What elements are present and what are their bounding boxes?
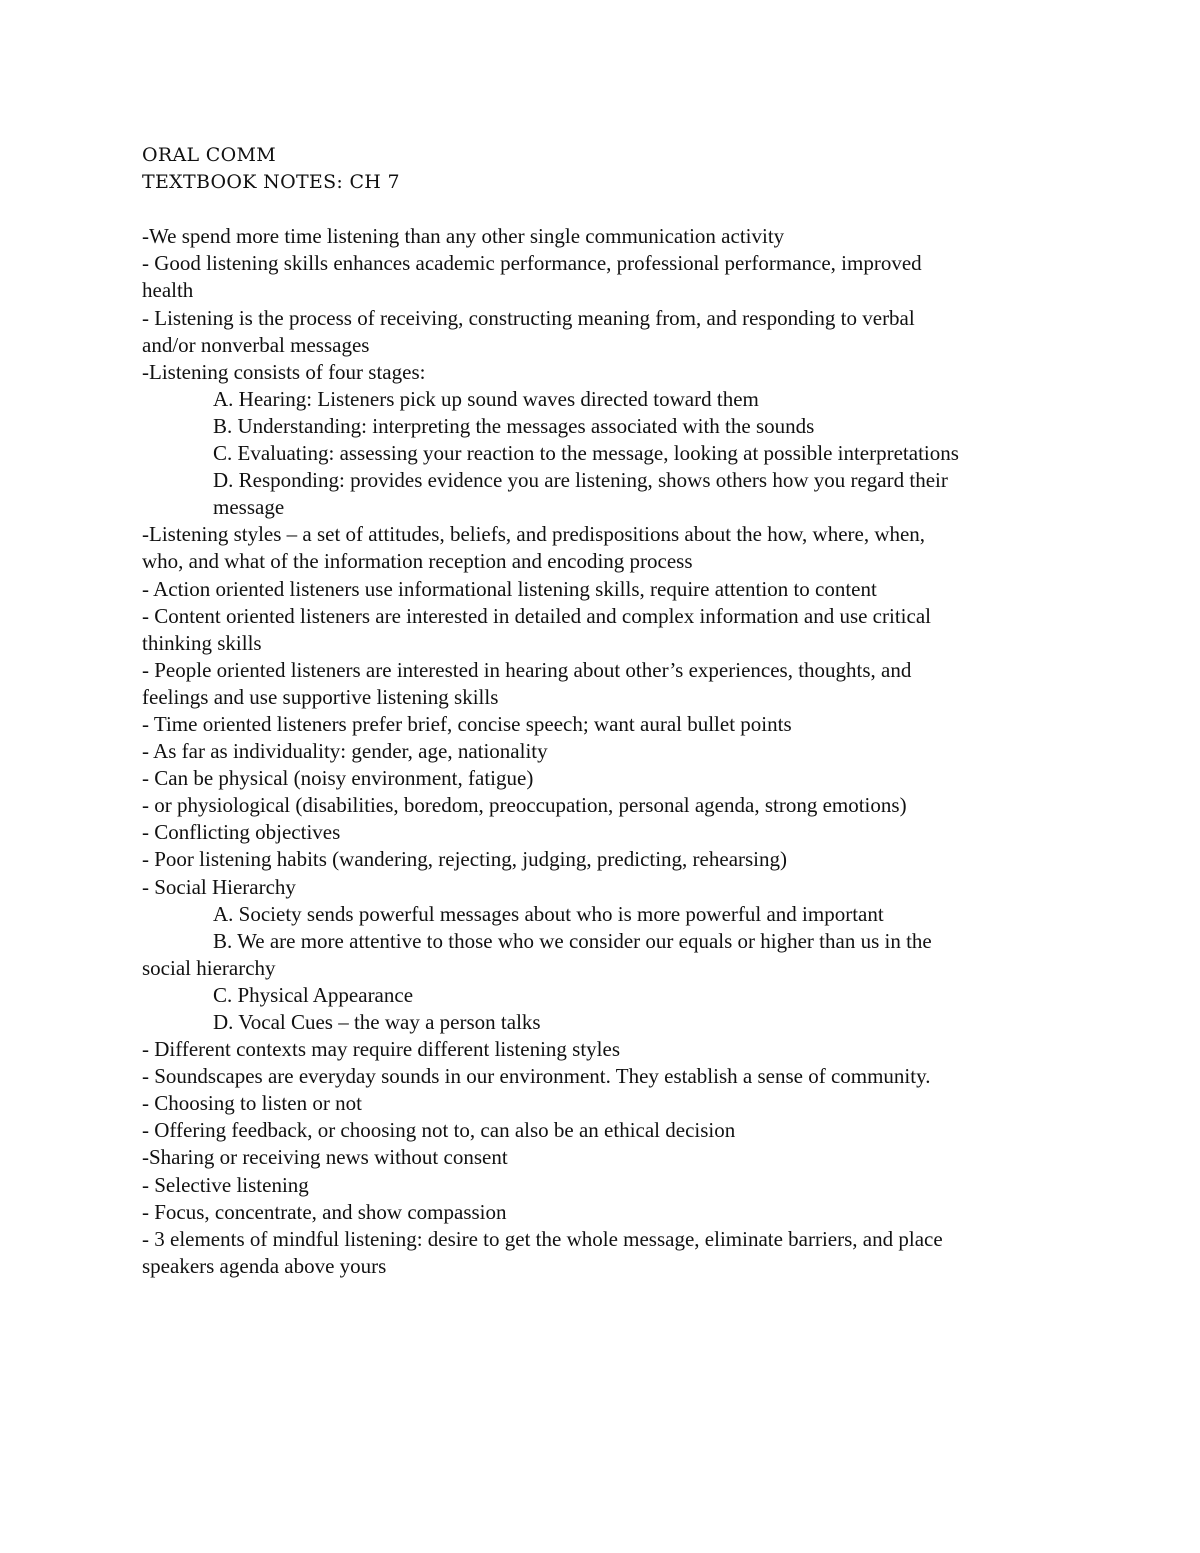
note-line: - Social Hierarchy (142, 874, 296, 899)
note-subitem: A. Society sends powerful messages about who is more powerful and important (213, 901, 884, 926)
note-line: - Soundscapes are everyday sounds in our environment. They establish a sense of community. (142, 1064, 931, 1089)
note-line: social hierarchy (142, 955, 276, 980)
note-subitem: C. Evaluating: assessing your reaction to the message, looking at possible interpretations (213, 441, 959, 466)
course-title: ORAL COMM (142, 144, 276, 166)
note-line: - Good listening skills enhances academic performance, professional performance, improved (142, 251, 922, 276)
note-line: - Poor listening habits (wandering, rejecting, judging, predicting, rehearsing) (142, 847, 788, 872)
note-line: - As far as individuality: gender, age, nationality (142, 739, 548, 764)
note-line: - Listening is the process of receiving, constructing meaning from, and responding to verbal (142, 305, 915, 330)
note-subitem: A. Hearing: Listeners pick up sound waves directed toward them (213, 386, 759, 411)
note-line: who, and what of the information reception and encoding process (142, 549, 693, 574)
note-subitem: C. Physical Appearance (213, 982, 414, 1007)
note-line: - Offering feedback, or choosing not to, can also be an ethical decision (142, 1118, 736, 1143)
note-line: - Action oriented listeners use informational listening skills, require attention to content (142, 576, 877, 601)
note-line: -We spend more time listening than any other single communication activity (142, 224, 785, 249)
note-subitem: D. Responding: provides evidence you are listening, shows others how you regard their (213, 468, 948, 493)
note-subitem: B. We are more attentive to those who we consider our equals or higher than us in the (213, 928, 932, 953)
note-line: health (142, 278, 194, 303)
note-line: - Focus, concentrate, and show compassion (142, 1199, 507, 1224)
note-line: - Can be physical (noisy environment, fatigue) (142, 766, 534, 791)
note-line: speakers agenda above yours (142, 1253, 387, 1278)
notes-subtitle: TEXTBOOK NOTES: CH 7 (142, 171, 400, 194)
note-line: - Conflicting objectives (142, 820, 341, 845)
note-line: -Listening styles – a set of attitudes, beliefs, and predispositions about the how, where, when, (142, 522, 926, 547)
blank-line (142, 196, 1062, 223)
note-line: - Choosing to listen or not (142, 1091, 362, 1116)
note-line: feelings and use supportive listening skills (142, 684, 499, 709)
note-subitem: D. Vocal Cues – the way a person talks (213, 1010, 541, 1034)
note-line: thinking skills (142, 630, 262, 655)
note-line: - People oriented listeners are interested in hearing about other’s experiences, thoughts, and (142, 657, 912, 682)
note-line: - Selective listening (142, 1172, 309, 1197)
note-line: and/or nonverbal messages (142, 332, 370, 357)
note-line: - Different contexts may require different listening styles (142, 1037, 620, 1062)
note-line: -Sharing or receiving news without consent (142, 1145, 508, 1170)
notes-body (142, 142, 1062, 1280)
note-line: - Content oriented listeners are interested in detailed and complex information and use critical (142, 603, 931, 628)
note-subitem: message (213, 495, 285, 520)
note-line: -Listening consists of four stages: (142, 359, 426, 384)
note-line: - or physiological (disabilities, boredom, preoccupation, personal agenda, strong emotions) (142, 793, 907, 818)
note-subitem: B. Understanding: interpreting the messages associated with the sounds (213, 413, 815, 438)
note-line: - Time oriented listeners prefer brief, concise speech; want aural bullet points (142, 711, 792, 736)
note-line: - 3 elements of mindful listening: desire to get the whole message, eliminate barriers, and place (142, 1226, 943, 1251)
